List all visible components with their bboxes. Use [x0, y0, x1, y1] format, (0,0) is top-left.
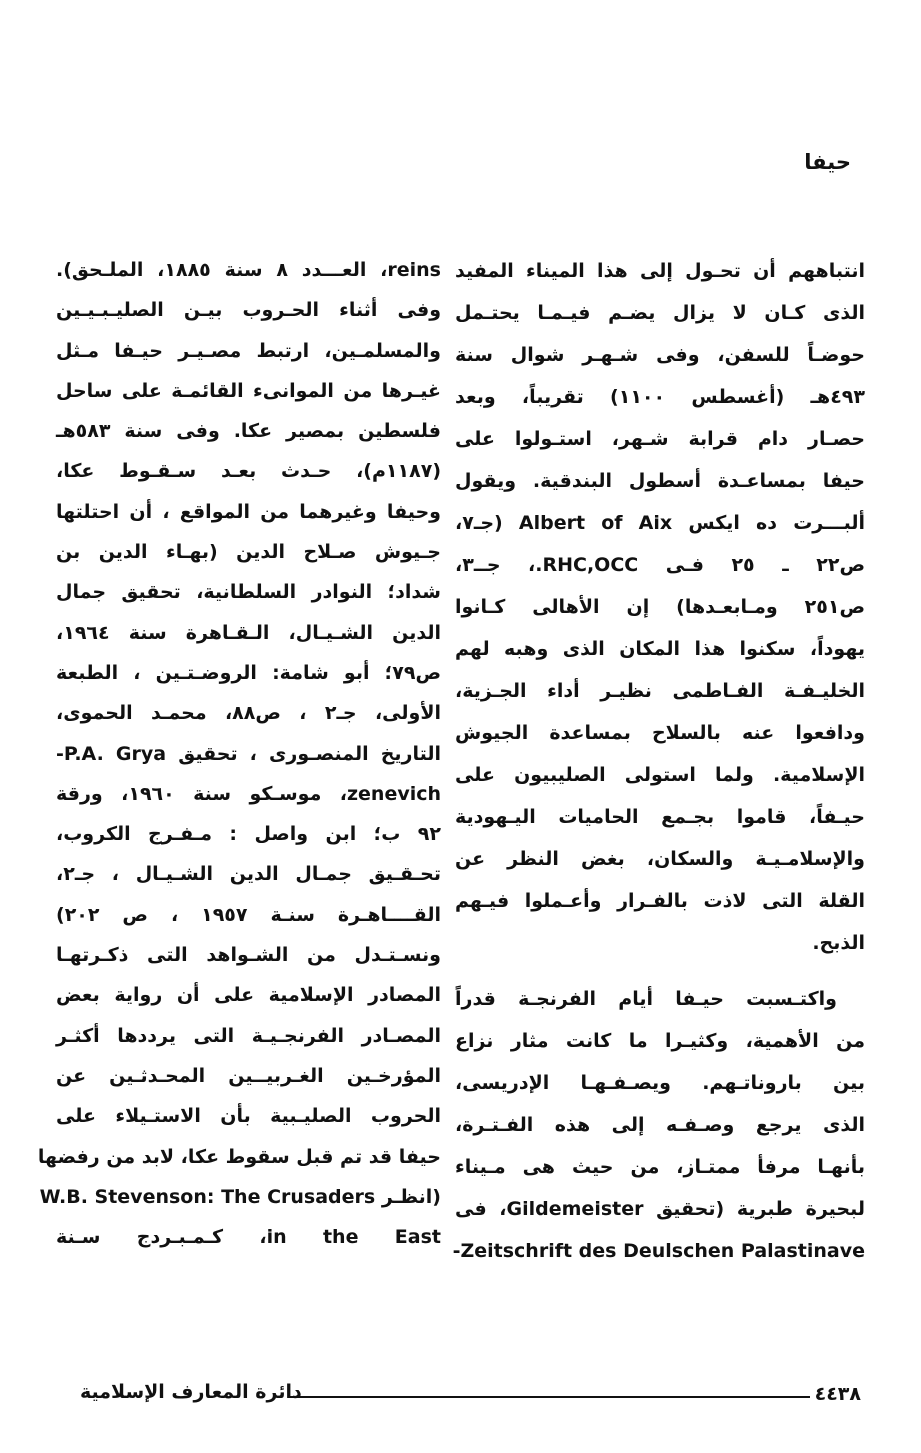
text-line: القــــاهـرة سنـة ١٩٥٧ ، ص ٢٠٢) [56, 903, 441, 926]
paragraph-gap [455, 964, 865, 978]
text-line: القلة التى لاذت بالفـرار وأعـملوا فيـهم [455, 890, 865, 912]
text-line: ٤٩٣هـ (أغسطس ١١٠٠) تقريباً، وبعد [455, 386, 865, 408]
page-number: ٤٤٣٨ [814, 1383, 861, 1405]
text-line: شداد؛ النوادر السلطانية، تحقيق جمال [56, 581, 441, 604]
text-line: حوضـاً للسفن، وفى شـهـر شوال سنة [455, 344, 865, 366]
text-line: بين باروناتـهم. ويصـفـهـا الإدريسى، [455, 1072, 865, 1094]
left-text-column [37, 250, 442, 1257]
text-line: Zeitschrift des Deulschen Palastinave- [452, 1240, 865, 1262]
text-line: حيفا بمساعـدة أسطول البندقية. ويقول [455, 470, 865, 492]
text-line: جـيوش صـلاح الدين (بهـاء الدين بن [56, 541, 441, 564]
text-line: الذى كـان لا يزال يضـم فيـمـا يحتـمل [455, 302, 865, 324]
text-line: من الأهمية، وكثيـرا ما كانت مثار نزاع [455, 1030, 865, 1052]
text-line: والإسلامـيـة والسكان، بغض النظر عن [455, 848, 865, 870]
text-line: فلسطين بمصير عكا. وفى سنة ٥٨٣هـ [56, 420, 441, 443]
page-header-title: حيفا [804, 150, 851, 174]
text-line: الخليـفـة الفـاطمى نظيـر أداء الجـزية، [455, 680, 865, 702]
text-line: الأولى، جـ٢ ، ص٨٨، محمـد الحموى، [56, 702, 442, 725]
text-line: (١١٨٧م)، حـدث بعـد سـقـوط عكا، [56, 460, 441, 483]
text-line: حصـار دام قرابة شـهر، استـولوا على [455, 428, 865, 450]
text-line: وفى أثناء الحـروب بيـن الصليـبـيـين [56, 299, 441, 322]
text-line: تحـقـيق جمـال الدين الشـيـال ، جـ٢، [56, 863, 441, 886]
text-line: (انظـر W.B. Stevenson: The Crusaders [39, 1185, 441, 1208]
text-line: ودافعوا عنه بالسلاح بمساعدة الجيوش [455, 722, 865, 744]
text-line: بأنهـا مرفأ ممتـاز، من حيث هى مـيناء [455, 1156, 865, 1178]
text-line: zenevich، موسـكو سنة ١٩٦٠، ورقة [56, 782, 442, 805]
text-line: التاريخ المنصـورى ، تحقيق P.A. Grya- [56, 742, 442, 765]
text-line: الدين الشـيـال، الـقـاهرة سنة ١٩٦٤، [56, 621, 441, 644]
text-line: ٩٢ ب؛ ابن واصل : مـفـرج الكروب، [56, 823, 441, 846]
text-line: وحيفا وغيرهما من المواقع ، أن احتلتها [56, 500, 441, 523]
right-text-column [452, 250, 865, 1272]
text-line: والمسلمـين، ارتبط مصـيـر حيـفا مـثل [56, 339, 441, 362]
text-line: حيـفاً، قاموا بجـمع الحاميات اليـهودية [455, 806, 865, 828]
text-line: المؤرخـين الغـربيــين المحـدثـين عن [56, 1064, 441, 1087]
text-line: ص٢٥١ ومـابعـدها) إن الأهالى كـانوا [455, 596, 865, 618]
text-line: واكتـسبت حيـفا أيام الفرنجـة قدراً [455, 988, 837, 1010]
text-line: in the East، كـمـبـردج سـنة [56, 1226, 441, 1249]
text-line: ص٧٩؛ أبو شامة: الروضـتـين ، الطبعة [56, 661, 441, 684]
text-line: يهوداً، سكنوا هذا المكان الذى وهبه لهم [455, 638, 865, 660]
text-line: reins، العـــدد ٨ سنة ١٨٨٥، الملـحق). [56, 259, 441, 281]
text-line: ألبـــرت ده ايكس Albert of Aix (جـ٧، [455, 512, 865, 534]
text-line: المصـادر الفرنجـيـة التى يرددها أكثـر [56, 1024, 441, 1047]
text-line: المصادر الإسلامية على أن رواية بعض [56, 984, 441, 1007]
footer-divider [290, 1396, 810, 1398]
text-line: الإسلامية. ولما استولى الصليبيون على [455, 764, 865, 786]
text-line: غيـرها من الموانىء القائمـة على ساحل [56, 379, 441, 402]
text-line: الذى يرجع وصـفـه إلى هذه الفـتـرة، [455, 1114, 865, 1136]
text-line: حيفا قد تم قبل سقوط عكا، لابد من رفضها [37, 1145, 441, 1168]
publication-title: دائرة المعارف الإسلامية [80, 1381, 302, 1403]
text-line: ونسـتـدل من الشـواهد التى ذكـرتهـا [56, 944, 441, 967]
text-line: الحروب الصليـبية بأن الاستـيلاء على [56, 1105, 441, 1128]
text-line: لبحيرة طبرية (تحقيق Gildemeister، فى [455, 1198, 865, 1220]
text-line: الذبح. [812, 932, 865, 954]
text-line: ص٢٢ ـ ٢٥ فـى RHC,OCC.، جــ٣، [455, 554, 865, 576]
text-line: انتباههم أن تحـول إلى هذا الميناء المفيد [455, 260, 865, 282]
